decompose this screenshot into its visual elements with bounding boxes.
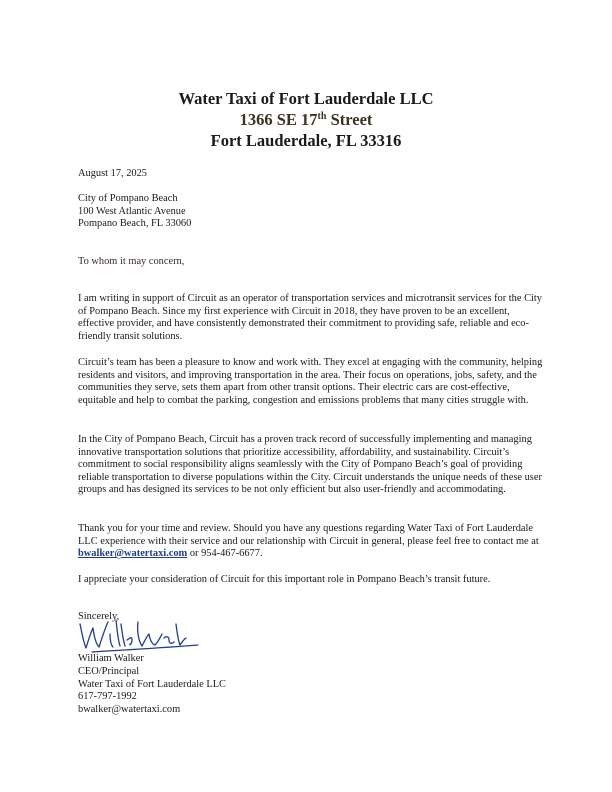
paragraph-4-text-before: Thank you for your time and review. Should you have any questions regarding Water Taxi of Fort Lauderdale LLC experience with their service and our relationship with Circuit in general, please feel free to contact me at — [78, 523, 539, 547]
recipient-line-3: Pompano Beach, FL 33060 — [78, 218, 192, 230]
recipient-line-2: 100 West Atlantic Avenue — [78, 205, 186, 217]
paragraph-5: I appreciate your consideration of Circuit for this important role in Pompano Beach’s transit future. — [78, 574, 491, 585]
letterhead-street-name: Street — [326, 110, 373, 129]
paragraph-4 — [78, 523, 548, 561]
signer-company: Water Taxi of Fort Lauderdale LLC — [78, 678, 226, 690]
letterhead-street-ordinal: th — [317, 111, 327, 122]
recipient-address — [78, 193, 548, 231]
handwritten-signature — [72, 614, 202, 656]
signer-block — [78, 653, 548, 717]
recipient-line-1: City of Pompano Beach — [78, 193, 178, 204]
signer-email: bwalker@watertaxi.com — [78, 704, 181, 716]
letterhead-street — [0, 109, 612, 130]
signer-name: William Walker — [78, 653, 144, 664]
letterhead-company: Water Taxi of Fort Lauderdale LLC — [178, 89, 434, 108]
signer-title: CEO/Principal — [78, 665, 140, 677]
letterhead — [0, 88, 612, 151]
paragraph-4-text-after: or 954-467-6677. — [187, 548, 263, 560]
paragraph-3: In the City of Pompano Beach, Circuit has a proven track record of successfully implementing and managing innovative transportation solutions that prioritize accessibility, affordability, and sustainability. Circuit’s commitment to social responsibility aligns seamlessly with the City of Pompano Beach’s goal of providing reliable transportation to diverse populations within the City. Circuit understands the unique needs of these user groups and has designed its services to be not only efficient but also user-friendly and accommodating. — [78, 434, 542, 496]
letterhead-street-number: 1366 SE 17 — [239, 110, 318, 129]
paragraph-1: I am writing in support of Circuit as an operator of transportation services and microtransit services for the City of Pompano Beach. Since my first experience with Circuit in 2018, they have proven to be an excellent, effective provider, and have consistently demonstrated their commitment to providing safe, reliable and eco-friendly transit solutions. — [78, 293, 542, 342]
contact-email-link[interactable]: bwalker@watertaxi.com — [78, 548, 188, 560]
salutation: To whom it may concern, — [78, 256, 185, 267]
paragraph-2: Circuit’s team has been a pleasure to know and work with. They excel at engaging with the community, helping residents and visitors, and improving transportation in the area. Their focus on operations, jobs, safety, and the communities they serve, sets them apart from other transit options. Their electric cars are cost-effective, equitable and help to combat the parking, congestion and emissions problems that many cities struggle with. — [78, 357, 543, 406]
signer-phone: 617-797-1992 — [78, 691, 137, 703]
letterhead-city: Fort Lauderdale, FL 33316 — [210, 131, 402, 150]
closing: Sincerely, — [78, 611, 120, 622]
letter-date: August 17, 2025 — [78, 168, 147, 179]
